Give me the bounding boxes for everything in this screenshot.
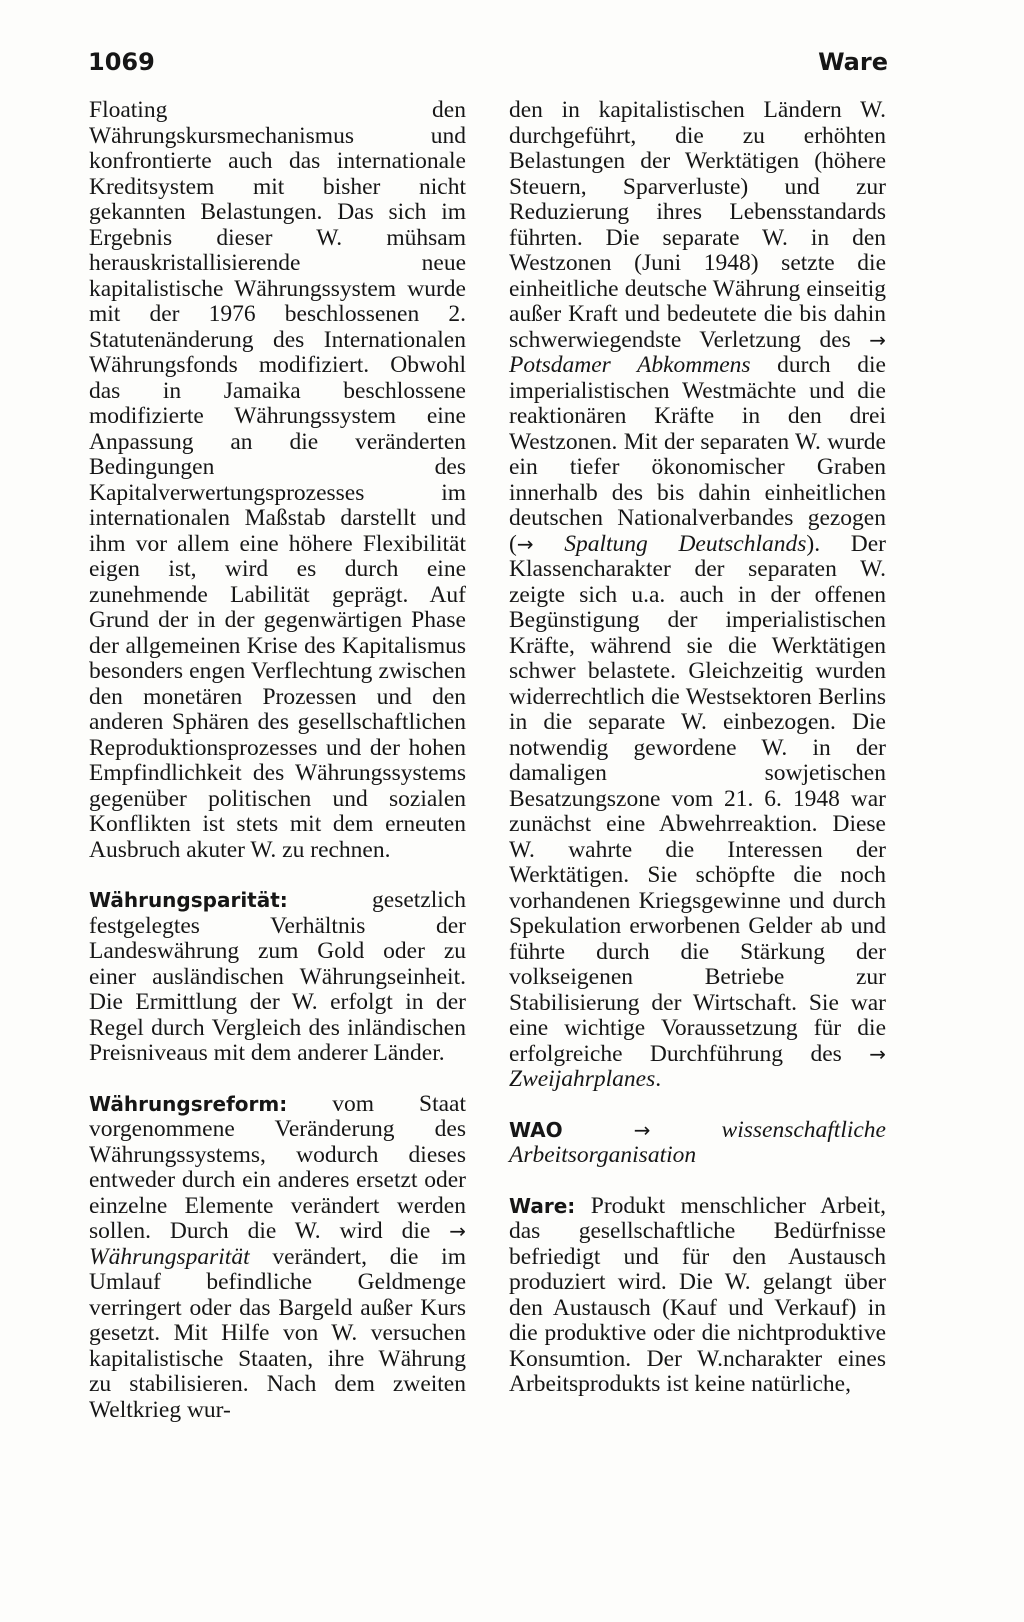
entry-term: Währungsparität:	[89, 888, 288, 912]
cross-reference-link[interactable]: wissenschaftliche Arbeitsorganisation	[509, 1116, 886, 1168]
cross-reference-arrow-icon: →	[449, 1219, 466, 1243]
text-segment: ). Der Klassencharakter der separaten W. zeigte sich u.a. auch in der offenen Begünstigung der imperialistischen Kräfte, während sie die Werktätigen schwer belastete. Gleichzeitig wurden widerrechtlich die Westsektoren Berlins in die separate W. einbezogen. Die notwendig gewordene W. in der damaligen sowjetischen Besatzungszone vom 21. 6. 1948 war zunächst eine Abwehrreaktion. Diese W. wahrte die Interessen der Werktätigen. Sie schöpfte die noch vorhandenen Kriegsgewinne und durch Spekulation erworbenen Gelder ab und führte durch die Stärkung der volkseigenen Betriebe zur Stabilisierung der Wirtschaft. Sie war eine wichtige Voraussetzung für die erfolgreiche Durchführung des	[509, 530, 886, 1067]
entry-term: Ware:	[509, 1193, 576, 1218]
entry-term: Währungsreform:	[89, 1091, 288, 1116]
cross-reference-arrow-icon: →	[633, 1117, 651, 1142]
cross-reference-link[interactable]: Spaltung Deutschlands	[564, 530, 807, 557]
text-segment: durch die imperialistischen Westmächte und die reaktionären Kräfte in den drei Westzonen. Mit der separaten W. wurde ein tiefer ökonomischer Graben innerhalb des bis dahin einheitlichen deutschen Nationalverbandes gezogen (	[509, 352, 886, 557]
entry-definition: gesetzlich festgelegtes Verhältnis der Landeswährung zum Gold oder zu einer ausländischen Währungseinheit. Die Ermittlung der W. erfolgt in der Regel durch Vergleich des inländischen Preisniveaus mit dem anderer Länder.	[89, 887, 466, 1066]
page-number: 1069	[88, 48, 155, 76]
entry-wao	[509, 1118, 886, 1169]
page-header	[88, 48, 888, 88]
entry-definition: Produkt menschlicher Arbeit, das gesellschaftliche Bedürfnisse befriedigt und für den Austausch produziert wird. Die W. gelangt über den Austausch (Kauf und Verkauf) in die produktive oder die nichtproduktive Konsumtion. Der W.ncharakter eines Arbeitsprodukts ist keine natürliche,	[509, 1192, 886, 1397]
left-column	[89, 98, 466, 1448]
right-column	[509, 98, 886, 1423]
cross-reference-link[interactable]: Potsdamer Abkommens	[509, 352, 751, 378]
cross-reference-link[interactable]: Währungsparität	[89, 1243, 250, 1270]
cross-reference-arrow-icon: →	[869, 1041, 886, 1066]
entry-waehrungsparitaet	[89, 888, 466, 1067]
cross-reference-arrow-icon: →	[516, 531, 534, 556]
entry-waehrungsreform	[89, 1092, 466, 1424]
continued-entry-text	[509, 98, 886, 1093]
text-segment: .	[655, 1066, 662, 1092]
entry-definition: vom Staat vorgenommene Veränderung des Währungssystems, wodurch dieses entweder durch ein anderes ersetzt oder einzelne Elemente verändert werden sollen. Durch die W. wird die	[89, 1090, 466, 1244]
running-head: Ware	[818, 48, 888, 76]
continued-entry-text: Floating den Währungskursmechanismus und konfrontierte auch das internationale Kreditsystem mit bisher nicht gekannten Belastungen. Das sich im Ergebnis dieser W. mühsam herauskristallisierende neue kapitalistische Währungssystem wurde mit der 1976 beschlossenen 2. Statutenänderung des Internationalen Währungsfonds modifiziert. Obwohl das in Jamaika beschlossene modifizierte Währungssystem eine Anpassung an die veränderten Bedingungen des Kapitalverwertungsprozesses im internationalen Maßstab darstellt und ihm vor allem eine höhere Flexibilität eigen ist, wird es durch eine zunehmende Labilität geprägt. Auf Grund der in der gegenwärtigen Phase der allgemeinen Krise des Kapitalismus besonders engen Verflechtung zwischen den monetären Prozessen und den anderen Sphären des gesellschaftlichen Reproduktionsprozesses und der hohen Empfindlichkeit des Währungssystems gegenüber politischen und sozialen Konflikten ist stets mit dem erneuten Ausbruch akuter W. zu rechnen.	[89, 97, 466, 863]
entry-term: WAO	[509, 1117, 563, 1142]
cross-reference-link[interactable]: Zweijahrplanes	[509, 1066, 656, 1092]
entry-definition-continued: verändert, die im Umlauf befindliche Geldmenge verringert oder das Bargeld außer Kurs gesetzt. Mit Hilfe von W. versuchen kapitalistische Staaten, ihre Währung zu stabilisieren. Nach dem zweiten Weltkrieg wur-	[89, 1243, 466, 1423]
text-segment: den in kapitalistischen Ländern W. durchgeführt, die zu erhöhten Belastungen der Werktätigen (höhere Steuern, Sparverluste) und zur Reduzierung ihres Lebensstandards führten. Die separate W. in den Westzonen (Juni 1948) setzte die einheitliche deutsche Währung einseitig außer Kraft und bedeutete die bis dahin schwerwiegendste Verletzung des	[509, 97, 886, 353]
cross-reference-arrow-icon: →	[869, 327, 886, 352]
entry-ware	[509, 1194, 886, 1398]
